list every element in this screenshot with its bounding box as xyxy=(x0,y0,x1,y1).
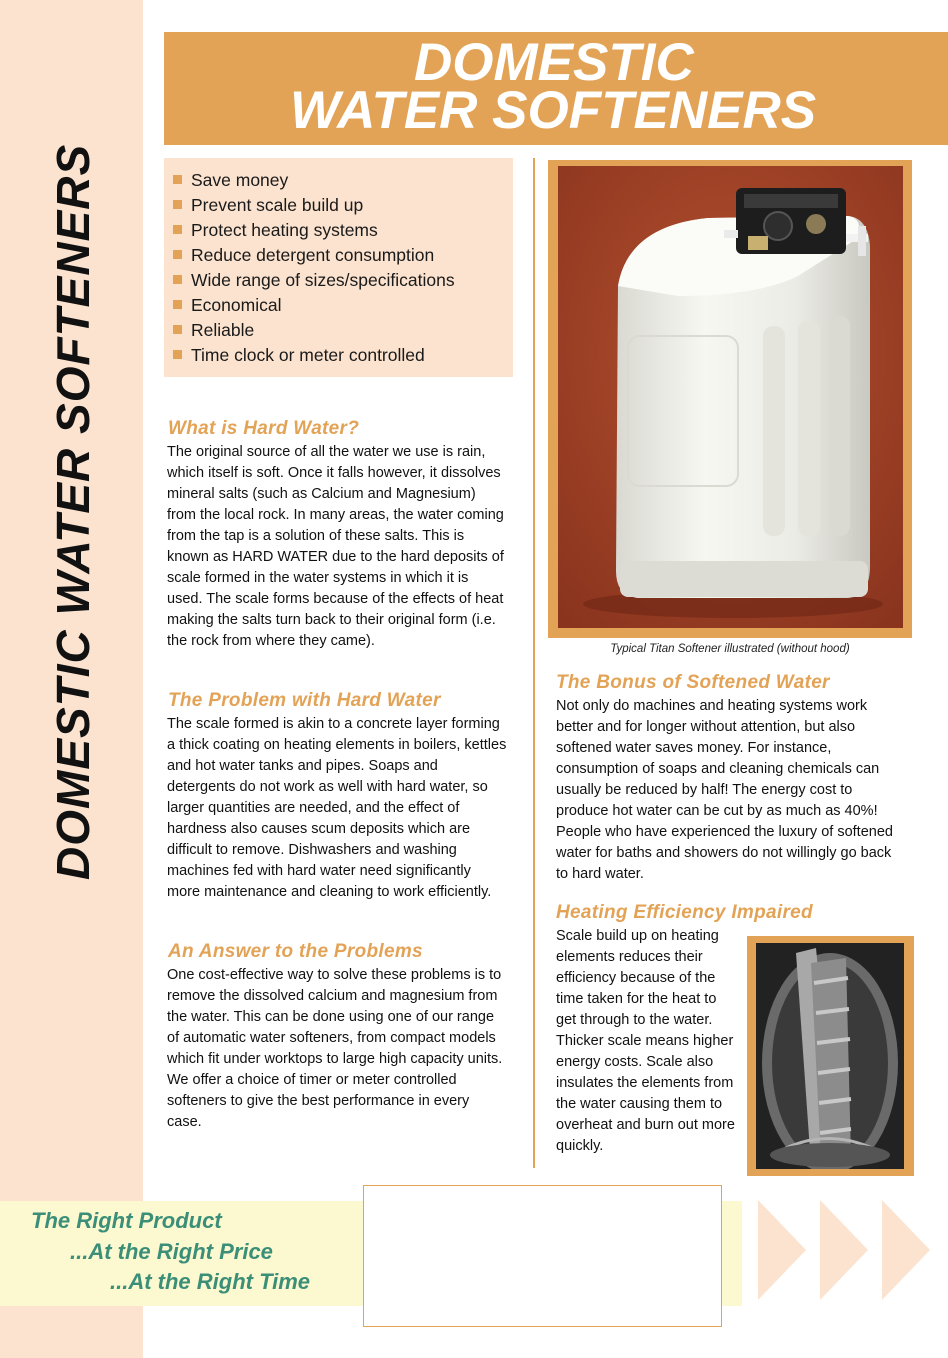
feature-item xyxy=(173,168,513,193)
bullet-square-icon xyxy=(173,175,182,184)
feature-text: Time clock or meter controlled xyxy=(191,345,425,365)
bullet-square-icon xyxy=(173,200,182,209)
feature-text: Protect heating systems xyxy=(191,220,378,240)
bullet-square-icon xyxy=(173,350,182,359)
feature-item xyxy=(173,293,513,318)
section-body-bonus: Not only do machines and heating systems work better and for longer without attention, but also softened water saves money. For instance, consumption of soaps and cleaning chemicals can usually be reduced by half! The energy cost to produce hot water can be cut by as much as 40%! People who have experienced the luxury of softened water for baths and showers do not willingly go back to hard water. xyxy=(556,698,893,882)
section-heading-answer: An Answer to the Problems xyxy=(168,941,423,962)
column-divider xyxy=(533,158,535,1168)
scaled-heating-element-image xyxy=(756,943,904,1169)
section-heading-problem: The Problem with Hard Water xyxy=(168,690,441,711)
feature-item xyxy=(173,218,513,243)
feature-text: Wide range of sizes/specifications xyxy=(191,270,455,290)
feature-item xyxy=(173,268,513,293)
feature-text: Economical xyxy=(191,295,282,315)
section-heading-hard-water: What is Hard Water? xyxy=(168,418,360,439)
water-softener-image xyxy=(558,166,903,628)
feature-text: Prevent scale build up xyxy=(191,195,364,215)
feature-text: Save money xyxy=(191,170,289,190)
bullet-square-icon xyxy=(173,275,182,284)
footer-empty-box xyxy=(363,1185,722,1327)
bullet-square-icon xyxy=(173,300,182,309)
product-photo-frame xyxy=(548,160,912,638)
scaled-element-photo-frame xyxy=(747,936,914,1176)
feature-list xyxy=(164,158,513,377)
bullet-square-icon xyxy=(173,325,182,334)
bullet-square-icon xyxy=(173,250,182,259)
feature-text: Reliable xyxy=(191,320,255,340)
title-banner xyxy=(164,32,948,145)
feature-item xyxy=(173,318,513,343)
feature-item xyxy=(173,343,513,368)
vertical-title: DOMESTIC WATER SOFTENERS xyxy=(47,143,99,880)
slogan-line-2: ...At the Right Price xyxy=(70,1239,273,1264)
slogan-line-1: The Right Product xyxy=(31,1208,222,1233)
chevron-arrows-icon xyxy=(758,1200,948,1300)
section-body-answer: One cost-effective way to solve these problems is to remove the dissolved calcium and magnesium from the water. This can be done using one of our range of automatic water softeners, from compact models which fit under worktops to large high capacity units. We offer a choice of timer or meter controlled softeners to give the best performance in every case. xyxy=(167,967,503,1130)
feature-item xyxy=(173,193,513,218)
section-heading-heating: Heating Efficiency Impaired xyxy=(556,902,813,923)
section-body-heating: Scale build up on heating elements reduces their efficiency because of the time taken for the heat to get through to the water. Thicker scale means higher energy costs. Scale also insulates the elements from the water causing them to overheat and burn out more quickly. xyxy=(556,928,735,1154)
slogan-line-3: ...At the Right Time xyxy=(110,1269,311,1294)
feature-item xyxy=(173,243,513,268)
feature-text: Reduce detergent consumption xyxy=(191,245,435,265)
title-line-1: DOMESTIC xyxy=(414,33,694,92)
sidebar-band xyxy=(0,0,143,1358)
title-line-2: WATER SOFTENERS xyxy=(290,81,817,140)
bullet-square-icon xyxy=(173,225,182,234)
photo-caption: Typical Titan Softener illustrated (without hood) xyxy=(610,643,850,655)
section-body-problem: The scale formed is akin to a concrete layer forming a thick coating on heating elements in boilers, kettles and hot water tanks and pipes. Soaps and detergents do not work as well with hard water, so larger quantities are needed, and the effect of hardness also causes scum deposits which are difficult to remove. Dishwashers and washing machines fed with hard water need significantly more maintenance and cleaning to work efficiently. xyxy=(167,716,507,900)
section-heading-bonus: The Bonus of Softened Water xyxy=(556,672,830,693)
section-body-hard-water: The original source of all the water we use is rain, which itself is soft. Once it falls however, it dissolves mineral salts (such as Calcium and Magnesium) from the local rock. In many areas, the water coming from the tap is a solution of these salts. This is known as HARD WATER due to the hard deposits of scale formed in the water systems in which it is used. The scale forms because of the effects of heat making the salts turn back to their original form (i.e. the rock from where they came). xyxy=(167,444,504,649)
